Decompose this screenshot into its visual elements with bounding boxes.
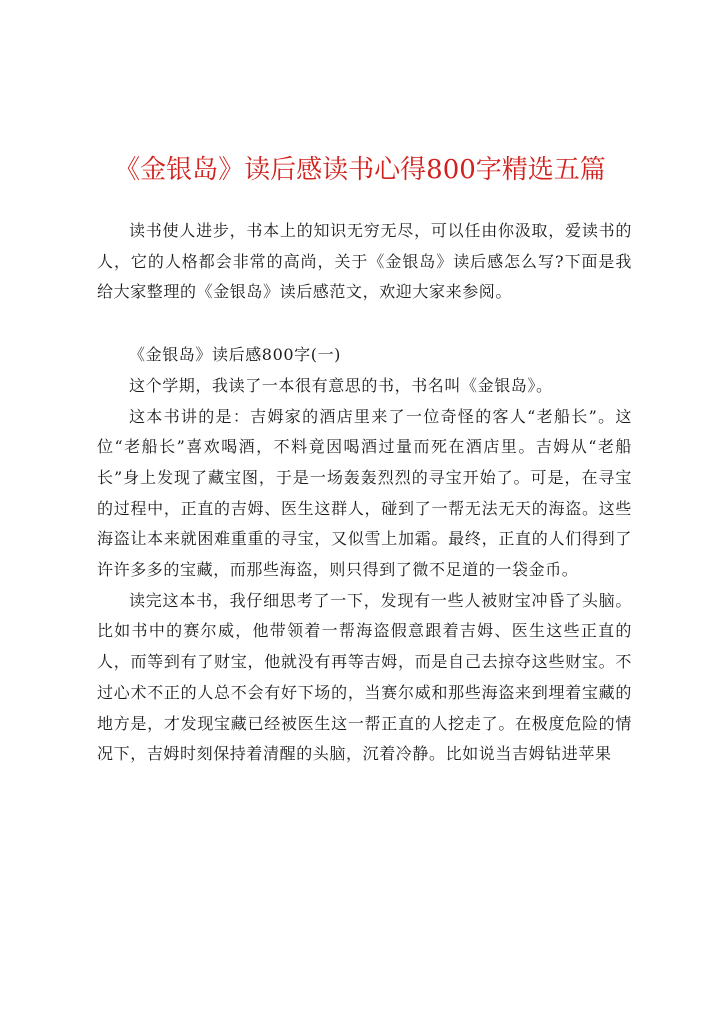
body-paragraph: 这本书讲的是：吉姆家的酒店里来了一位奇怪的客人“老船长”。这位“老船长”喜欢喝酒，不料竟因喝酒过量而死在酒店里。吉姆从“老船长”身上发现了藏宝图，于是一场轰轰烈烈的寻宝开始了。可是，在寻宝的过程中，正直的吉姆、医生这群人，碰到了一帮无法无天的海盗。这些海盗让本来就困难重重的寻宝，又似雪上加霜。最终，正直的人们得到了许许多多的宝藏，而那些海盗，则只得到了微不足道的一袋金币。 bbox=[97, 406, 632, 580]
section-heading: 《金银岛》读后感800字(一) bbox=[129, 345, 342, 365]
intro-paragraph: 读书使人进步，书本上的知识无穷无尽，可以任由你汲取，爱读书的人，它的人格都会非常的高尚，关于《金银岛》读后感怎么写?下面是我给大家整理的《金银岛》读后感范文，欢迎大家来参阅。 bbox=[97, 221, 632, 302]
body-paragraph: 读完这本书，我仔细思考了一下，发现有一些人被财宝冲昏了头脑。比如书中的赛尔威，他带领着一帮海盗假意跟着吉姆、医生这些正直的人，而等到有了财宝，他就没有再等吉姆，而是自己去掠夺这些财宝。不过心术不正的人总不会有好下场的，当赛尔威和那些海盗来到埋着宝藏的地方是，才发现宝藏已经被医生这一帮正直的人挖走了。在极度危险的情况下，吉姆时刻保持着清醒的头脑，沉着冷静。比如说当吉姆钻进苹果 bbox=[97, 590, 632, 764]
document-body bbox=[97, 216, 632, 770]
page-title: 《金银岛》读后感读书心得800字精选五篇 bbox=[114, 155, 606, 185]
body-paragraph: 这个学期，我读了一本很有意思的书，书名叫《金银岛》。 bbox=[129, 375, 553, 395]
